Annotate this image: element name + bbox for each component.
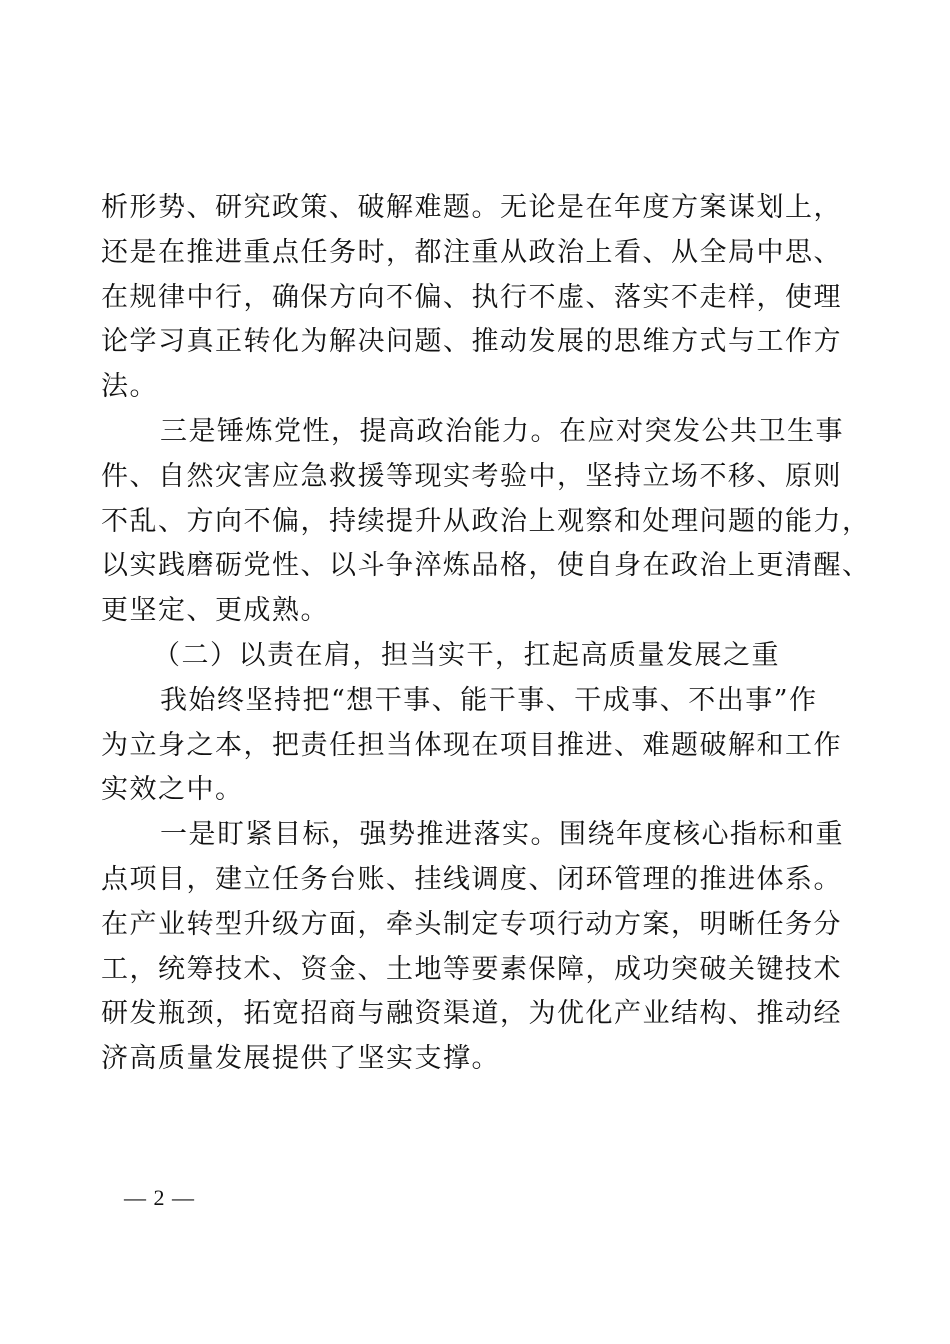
text-line: 我始终坚持把“想干事、能干事、干成事、不出事”作 bbox=[160, 684, 818, 716]
text-line: 研发瓶颈，拓宽招商与融资渠道，为优化产业结构、推动经 bbox=[101, 998, 842, 1030]
page-number: — 2 — bbox=[124, 1185, 195, 1210]
text-line: 以实践磨砺党性、以斗争淬炼品格，使自身在政治上更清醒、 bbox=[101, 550, 871, 582]
document-body bbox=[101, 186, 871, 1082]
text-line: 点项目，建立任务台账、挂线调度、闭环管理的推进体系。 bbox=[101, 863, 842, 895]
text-line: 不乱、方向不偏，持续提升从政治上观察和处理问题的能力， bbox=[101, 505, 871, 537]
text-line: 还是在推进重点任务时，都注重从政治上看、从全局中思、 bbox=[101, 236, 842, 268]
paragraph-political-ability bbox=[101, 410, 871, 634]
text-line: 在规律中行，确保方向不偏、执行不虚、落实不走样，使理 bbox=[101, 281, 842, 313]
text-line: 件、自然灾害应急救援等现实考验中，坚持立场不移、原则 bbox=[101, 460, 842, 492]
text-line: 济高质量发展提供了坚实支撑。 bbox=[101, 1043, 500, 1075]
text-line: 三是锤炼党性，提高政治能力。在应对突发公共卫生事 bbox=[160, 415, 844, 447]
paragraph-responsibility-intro bbox=[101, 679, 871, 813]
text-line: 实效之中。 bbox=[101, 774, 244, 806]
heading-line: （二）以责在肩，担当实干，扛起高质量发展之重 bbox=[153, 639, 780, 671]
text-line: 一是盯紧目标，强势推进落实。围绕年度核心指标和重 bbox=[160, 819, 844, 851]
text-line: 更坚定、更成熟。 bbox=[101, 595, 329, 627]
text-line: 法。 bbox=[101, 371, 158, 403]
paragraph-analysis-continuation bbox=[101, 186, 871, 410]
text-line: 工，统筹技术、资金、土地等要素保障，成功突破关键技术 bbox=[101, 953, 842, 985]
text-line: 析形势、研究政策、破解难题。无论是在年度方案谋划上， bbox=[101, 192, 842, 223]
text-line: 在产业转型升级方面，牵头制定专项行动方案，明晰任务分 bbox=[101, 908, 842, 940]
section-heading-responsibility bbox=[101, 634, 871, 679]
paragraph-target-implementation bbox=[101, 813, 871, 1082]
text-line: 论学习真正转化为解决问题、推动发展的思维方式与工作方 bbox=[101, 326, 842, 358]
text-line: 为立身之本，把责任担当体现在项目推进、难题破解和工作 bbox=[101, 729, 842, 761]
